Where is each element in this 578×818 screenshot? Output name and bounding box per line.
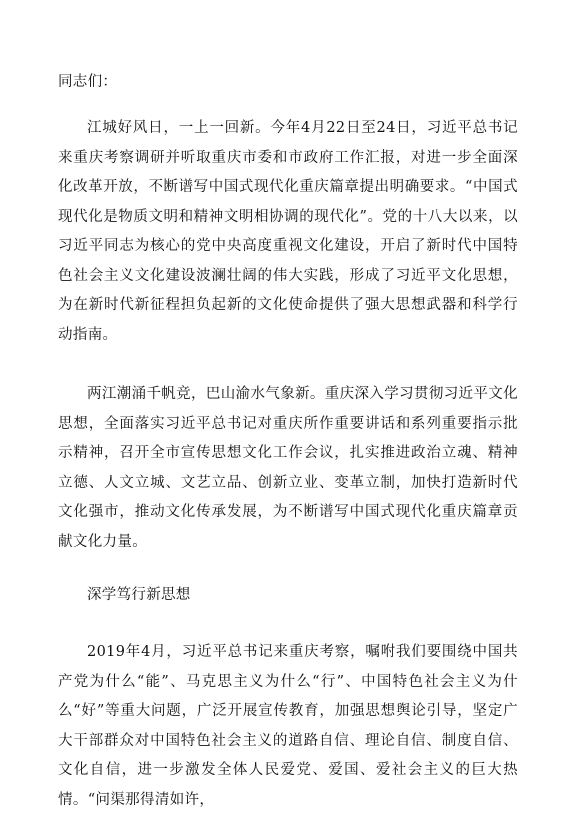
section-heading: 深学笃行新思想 bbox=[87, 587, 191, 603]
paragraph-intro: 江城好风日，一上一回新。今年4月22日至24日，习近平总书记来重庆考察调研并听取重庆市委和市政府工作汇报，对进一步全面深化改革开放，不断谱写中国式现代化重庆篇章提出明确要求。“中国式现代化是物质文明和精神文明相协调的现代化”。党的十八大以来，以习近平同志为核心的党中央高度重视文化建设，开启了新时代中国特色社会主义文化建设波澜壮阔的伟大实践，形成了习近平文化思想，为在新时代新征程担负起新的文化使命提供了强大思想武器和科学行动指南。 bbox=[58, 120, 518, 343]
section-paragraph: 2019年4月，习近平总书记来重庆考察，嘱咐我们要围绕中国共产党为什么“能”、马克思主义为什么“行”、中国特色社会主义为什么“好”等重大问题，广泛开展宣传教育，加强思想舆论引导，坚定广大干部群众对中国特色社会主义的道路自信、理论自信、制度自信、文化自信，进一步激发全体人民爱党、爱国、爱社会主义的巨大热情。“问渠那得清如许， bbox=[58, 644, 518, 808]
salutation: 同志们： bbox=[58, 74, 118, 90]
paragraph-chongqing: 两江潮涌千帆竞，巴山渝水气象新。重庆深入学习贯彻习近平文化思想，全面落实习近平总书记对重庆所作重要讲话和系列重要指示批示精神，召开全市宣传思想文化工作会议，扎实推进政治立魂、精神立德、人文立城、文艺立品、创新立业、变革立制，加快打造新时代文化强市，推动文化传承发展，为不断谱写中国式现代化重庆篇章贡献文化力量。 bbox=[58, 386, 518, 550]
